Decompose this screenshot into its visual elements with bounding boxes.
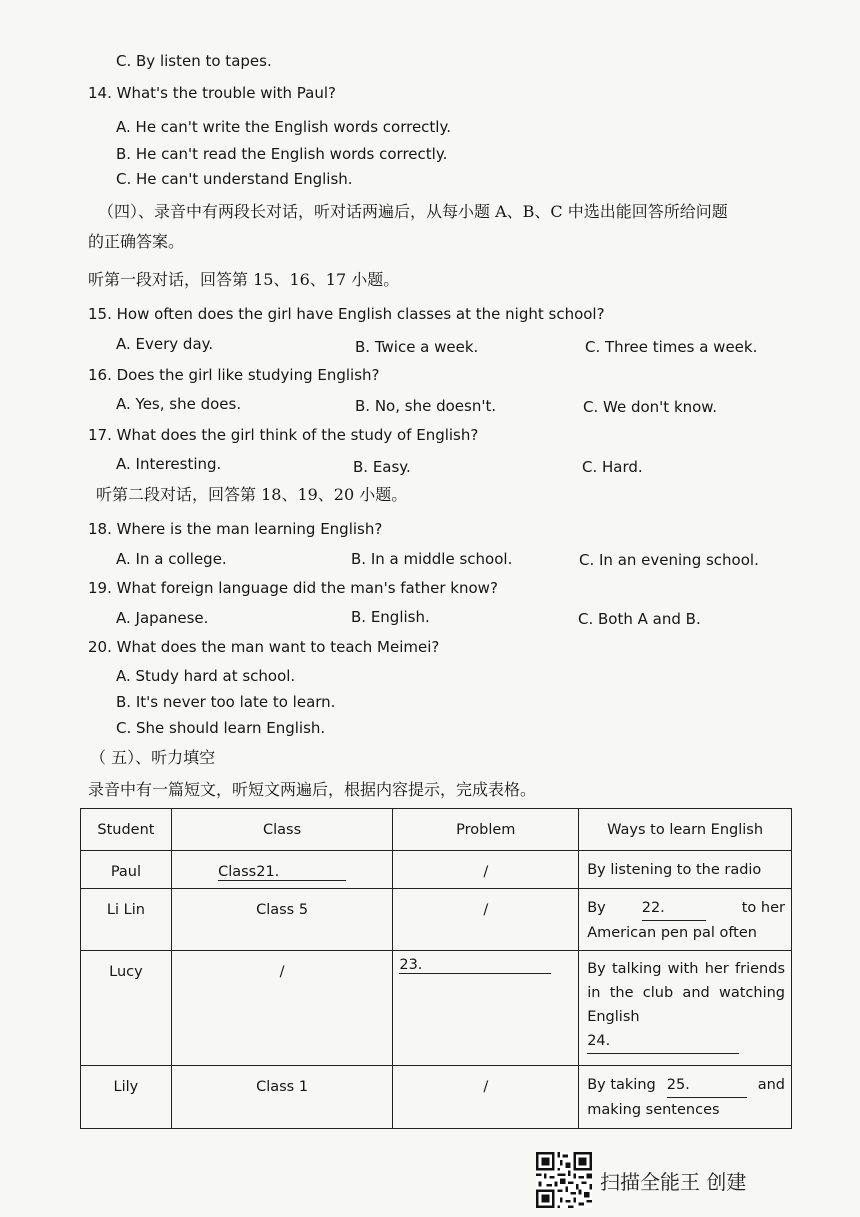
table-header-row: [81, 809, 792, 851]
section-4-instruction-cont: 的正确答案。: [88, 232, 185, 251]
question-15: 15. How often does the girl have English classes at the night school?: [88, 305, 605, 323]
dialogue-1-heading: 听第一段对话，回答第 15、16、17 小题。: [88, 270, 400, 289]
ways-cell: [579, 1066, 792, 1129]
q19-option-a: A. Japanese.: [116, 609, 209, 627]
ways-cell: By listening to the radio: [579, 851, 792, 889]
ways-line-2: making sentences: [587, 1102, 720, 1118]
section-4-instruction: （四）、录音中有两段长对话，听对话两遍后，从每小题 A、B、C 中选出能回答所给问题: [98, 202, 728, 221]
blank-23[interactable]: 23.: [399, 957, 551, 974]
table-row: [81, 951, 792, 1066]
q19-option-b: B. English.: [351, 608, 430, 626]
ways-line-1: By talking with her friends: [587, 961, 785, 977]
q15-option-b: B. Twice a week.: [355, 338, 479, 356]
q14-option-a: A. He can't write the English words correctly.: [116, 118, 451, 136]
class-cell: Class 5: [171, 889, 393, 951]
question-18: 18. Where is the man learning English?: [88, 520, 383, 538]
q17-option-c: C. Hard.: [582, 458, 643, 476]
ways-line-1: [587, 896, 785, 921]
question-19: 19. What foreign language did the man's father know?: [88, 579, 498, 597]
ways-text: By taking: [587, 1077, 656, 1093]
header-problem: Problem: [393, 809, 579, 851]
header-student: Student: [81, 809, 172, 851]
problem-cell: /: [393, 889, 579, 951]
ways-line-2: American pen pal often: [587, 925, 757, 941]
q18-option-b: B. In a middle school.: [351, 550, 513, 568]
q16-option-b: B. No, she doesn't.: [355, 397, 497, 415]
problem-cell: [393, 951, 579, 1066]
q20-option-b: B. It's never too late to learn.: [116, 693, 336, 711]
ways-text: and: [757, 1077, 785, 1093]
dialogue-2-heading: 听第二段对话，回答第 18、19、20 小题。: [96, 485, 408, 504]
student-name: Paul: [81, 851, 172, 889]
student-name: Li Lin: [81, 889, 172, 951]
section-5-instruction: 录音中有一篇短文，听短文两遍后，根据内容提示，完成表格。: [88, 780, 537, 799]
ways-cell: [579, 951, 792, 1066]
qr-code-icon: [536, 1152, 592, 1208]
table-row: [81, 851, 792, 889]
q17-option-b: B. Easy.: [353, 458, 411, 476]
q14-option-b: B. He can't read the English words correctly.: [116, 145, 448, 163]
question-14: 14. What's the trouble with Paul?: [88, 84, 337, 102]
q20-option-c: C. She should learn English.: [116, 719, 326, 737]
q15-option-a: A. Every day.: [116, 335, 214, 353]
q16-option-a: A. Yes, she does.: [116, 395, 242, 413]
q19-option-c: C. Both A and B.: [578, 610, 701, 628]
q13-option-c: C. By listen to tapes.: [116, 52, 272, 70]
ways-cell: [579, 889, 792, 951]
ways-line-1: [587, 1073, 785, 1098]
q17-option-a: A. Interesting.: [116, 455, 222, 473]
header-ways: Ways to learn English: [579, 809, 792, 851]
q14-option-c: C. He can't understand English.: [116, 170, 353, 188]
blank-25[interactable]: 25.: [667, 1073, 747, 1098]
header-class: Class: [171, 809, 393, 851]
question-20: 20. What does the man want to teach Meimei?: [88, 638, 440, 656]
ways-line-2: in the club and watching: [587, 985, 785, 1001]
problem-cell: /: [393, 851, 579, 889]
ways-text: to her: [741, 900, 785, 916]
section-5-heading: （ 五）、听力填空: [90, 748, 216, 767]
class-cell: Class 1: [171, 1066, 393, 1129]
table-row: [81, 889, 792, 951]
ways-line-3: English: [587, 1009, 640, 1025]
q18-option-c: C. In an evening school.: [579, 551, 759, 569]
ways-text: By: [587, 900, 606, 916]
table-row: [81, 1066, 792, 1129]
q18-option-a: A. In a college.: [116, 550, 227, 568]
q16-option-c: C. We don't know.: [583, 398, 717, 416]
question-16: 16. Does the girl like studying English?: [88, 366, 380, 384]
blank-22[interactable]: 22.: [642, 896, 706, 921]
class-cell: [171, 851, 393, 889]
blank-24[interactable]: 24.: [587, 1029, 739, 1054]
student-name: Lucy: [81, 951, 172, 1066]
q20-option-a: A. Study hard at school.: [116, 667, 296, 685]
listening-fill-table: [80, 808, 792, 1129]
blank-21[interactable]: Class21.: [218, 864, 346, 881]
question-17: 17. What does the girl think of the study of English?: [88, 426, 479, 444]
student-name: Lily: [81, 1066, 172, 1129]
q15-option-c: C. Three times a week.: [585, 338, 758, 356]
problem-cell: /: [393, 1066, 579, 1129]
scanner-watermark-label: 扫描全能王 创建: [600, 1170, 747, 1194]
class-cell: /: [171, 951, 393, 1066]
